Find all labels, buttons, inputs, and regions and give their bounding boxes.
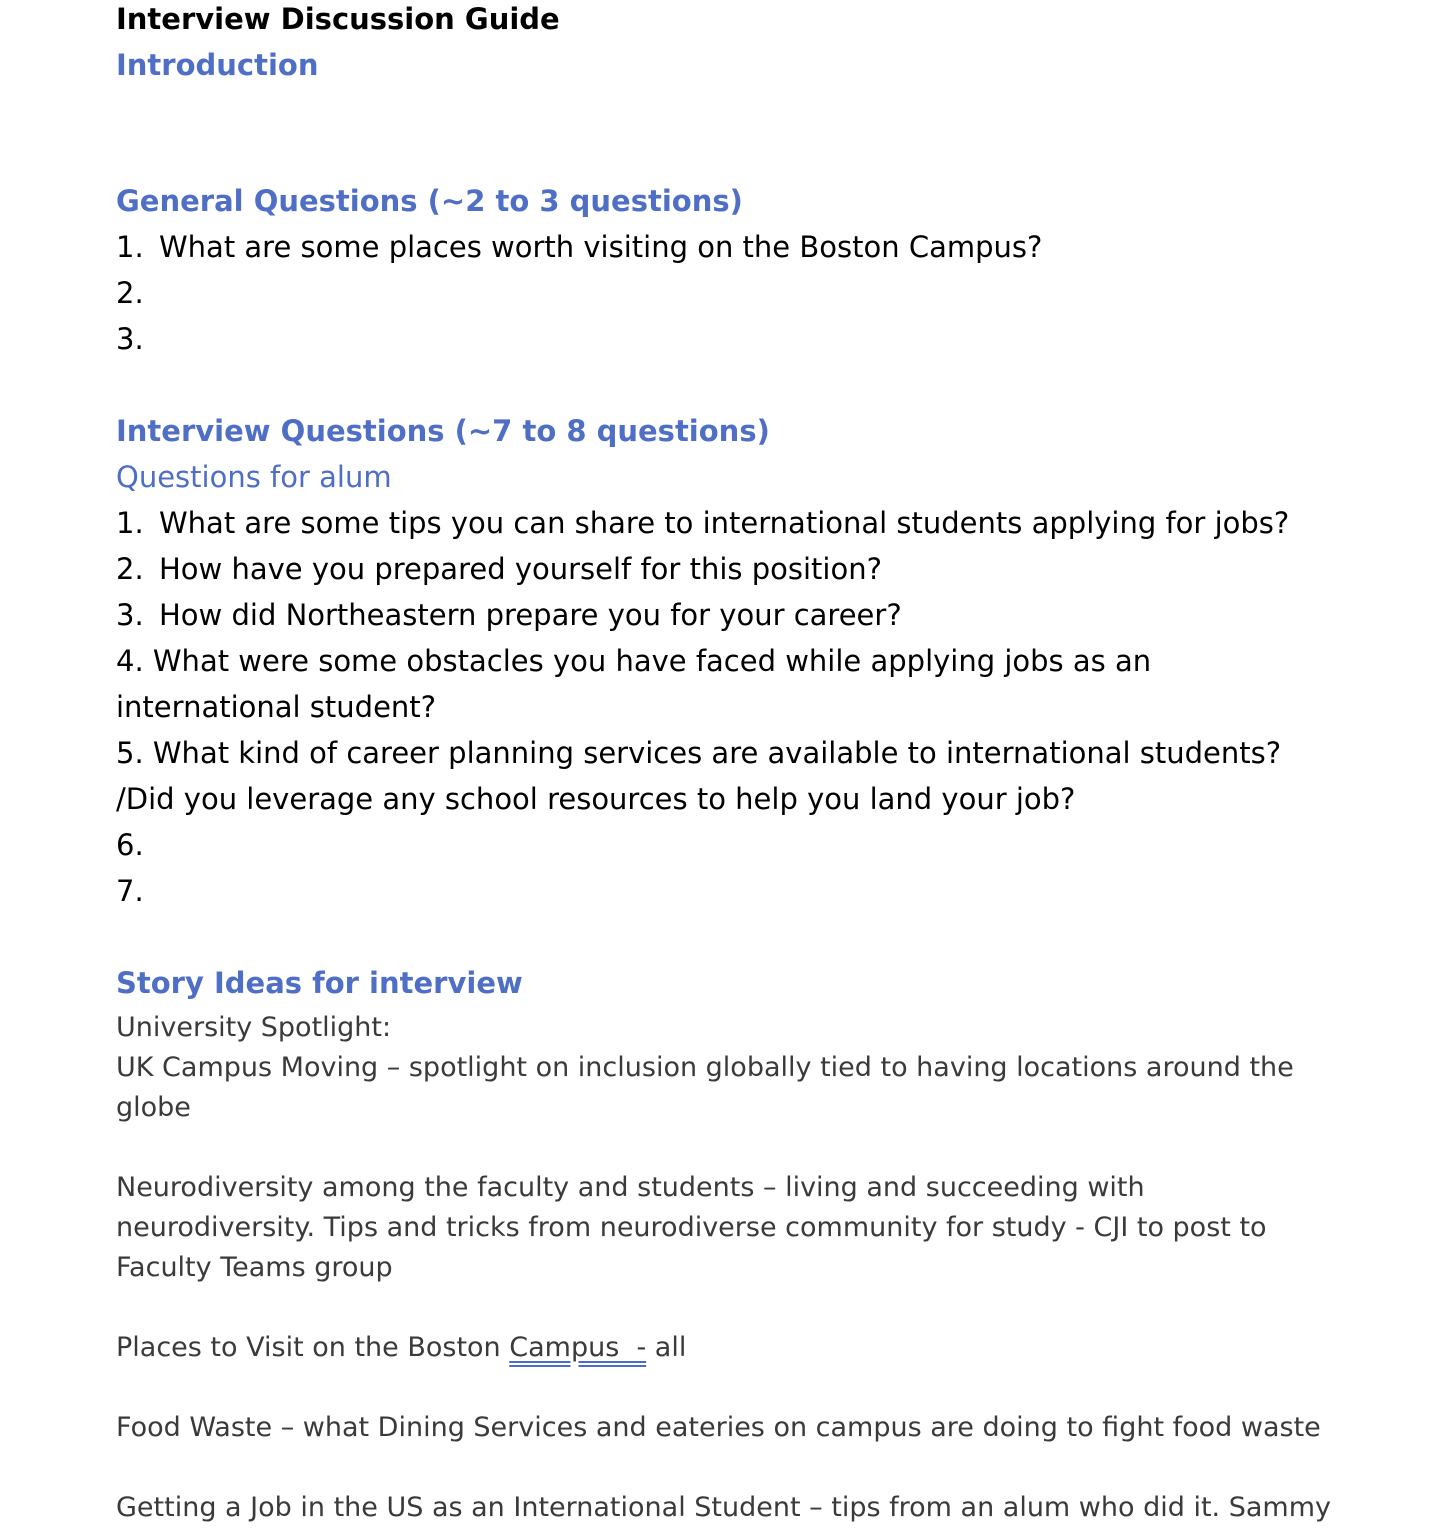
- interview-question-5-line-2: /Did you leverage any school resources to help you land your job?: [116, 782, 1076, 816]
- neurodiversity-line-3: Faculty Teams group: [116, 1252, 393, 1283]
- interview-question-1-text: What are some tips you can share to international students applying for jobs?: [159, 506, 1290, 540]
- general-question-2: [116, 270, 159, 316]
- neurodiversity-line-2: neurodiversity. Tips and tricks from neurodiverse community for study - CJI to post to: [116, 1212, 1267, 1243]
- places-to-visit-line: [116, 1328, 686, 1368]
- general-question-3-number: 3.: [116, 322, 144, 356]
- interview-question-4-line-2: international student?: [116, 690, 437, 724]
- general-question-3: [116, 316, 159, 362]
- uk-campus-line-1: UK Campus Moving – spotlight on inclusion globally tied to having locations around the: [116, 1052, 1294, 1083]
- general-question-1: [116, 224, 1042, 270]
- places-to-visit-suffix: all: [646, 1332, 687, 1363]
- interview-question-3-number: 3.: [116, 598, 144, 632]
- food-waste-line: Food Waste – what Dining Services and eateries on campus are doing to fight food waste: [116, 1412, 1321, 1443]
- document-title: Interview Discussion Guide: [116, 2, 560, 36]
- general-question-1-number: 1.: [116, 230, 144, 264]
- introduction-heading: Introduction: [116, 48, 319, 82]
- uk-campus-line-2: globe: [116, 1092, 191, 1123]
- interview-question-1-number: 1.: [116, 506, 144, 540]
- places-to-visit-prefix: Places to Visit on the Boston: [116, 1332, 510, 1363]
- interview-question-5-line-1: 5. What kind of career planning services are available to international students?: [116, 736, 1282, 770]
- general-question-2-number: 2.: [116, 276, 144, 310]
- story-ideas-heading: Story Ideas for interview: [116, 966, 523, 1000]
- general-questions-heading: General Questions (~2 to 3 questions): [116, 184, 743, 218]
- job-in-us-line-1: Getting a Job in the US as an International Student – tips from an alum who did it. Sammy: [116, 1492, 1331, 1523]
- interview-question-3-text: How did Northeastern prepare you for your career?: [159, 598, 902, 632]
- interview-question-1: [116, 500, 1289, 546]
- campus-link[interactable]: Campus -: [509, 1332, 647, 1363]
- interview-question-2-text: How have you prepared yourself for this position?: [159, 552, 882, 586]
- interview-question-2: [116, 546, 882, 592]
- interview-question-2-number: 2.: [116, 552, 144, 586]
- interview-question-6: 6.: [116, 828, 144, 862]
- interview-questions-heading: Interview Questions (~7 to 8 questions): [116, 414, 770, 448]
- interview-question-3: [116, 592, 902, 638]
- general-question-1-text: What are some places worth visiting on the Boston Campus?: [159, 230, 1043, 264]
- university-spotlight-label: University Spotlight:: [116, 1012, 392, 1043]
- interview-question-7: 7.: [116, 874, 144, 908]
- neurodiversity-line-1: Neurodiversity among the faculty and students – living and succeeding with: [116, 1172, 1145, 1203]
- questions-for-alum-subheading: Questions for alum: [116, 460, 392, 494]
- interview-question-4-line-1: 4. What were some obstacles you have faced while applying jobs as an: [116, 644, 1152, 678]
